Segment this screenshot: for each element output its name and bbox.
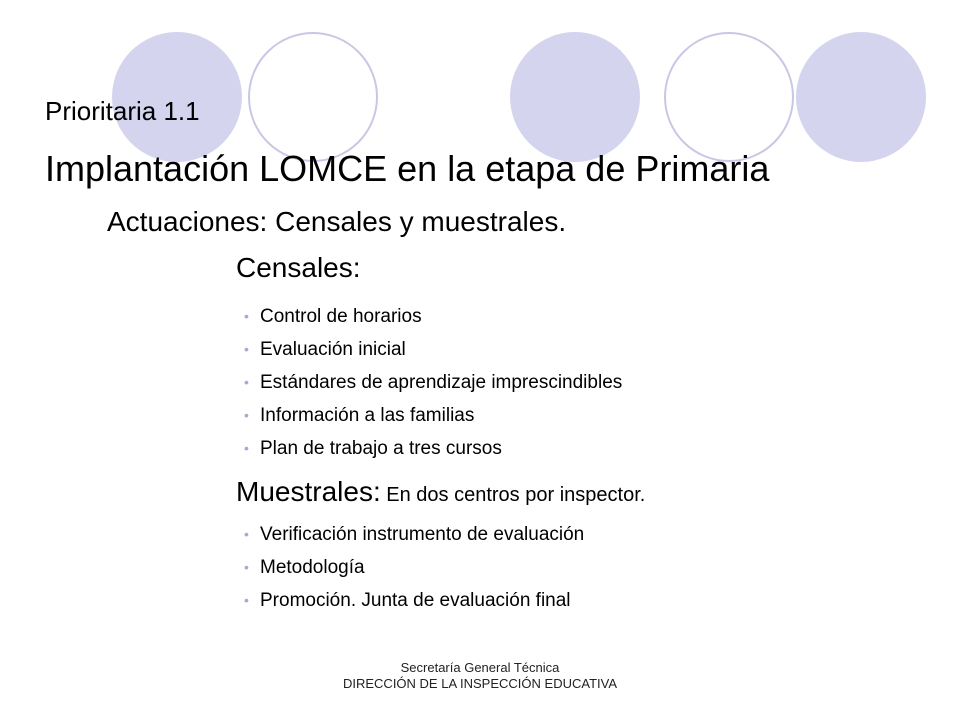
list-item xyxy=(244,551,584,584)
slide-title: Implantación LOMCE en la etapa de Primaria xyxy=(45,148,770,189)
list-item-text: Promoción. Junta de evaluación final xyxy=(260,589,571,611)
footer-line-1: Secretaría General Técnica xyxy=(400,660,560,675)
list-item xyxy=(244,399,622,432)
bullet-icon: • xyxy=(244,558,249,575)
deco-circle-5 xyxy=(796,32,926,162)
muestrales-note: En dos centros por inspector. xyxy=(380,484,646,506)
bullet-icon: • xyxy=(244,406,249,423)
slide-footer xyxy=(0,660,960,692)
footer-line-2: DIRECCIÓN DE LA INSPECCIÓN EDUCATIVA xyxy=(342,676,617,691)
list-item xyxy=(244,300,622,333)
deco-circle-4 xyxy=(664,32,794,162)
actuaciones-heading: Actuaciones: Censales y muestrales. xyxy=(107,206,567,237)
bullet-icon: • xyxy=(244,591,249,608)
list-item-text: Verificación instrumento de evaluación xyxy=(260,523,585,545)
list-item xyxy=(244,518,584,551)
deco-circle-2 xyxy=(248,32,378,162)
list-item-text: Plan de trabajo a tres cursos xyxy=(260,437,502,459)
list-item-text: Evaluación inicial xyxy=(260,338,406,360)
censales-list xyxy=(244,300,622,465)
censales-heading xyxy=(236,252,361,284)
list-item xyxy=(244,432,622,465)
bullet-icon: • xyxy=(244,307,249,324)
censales-heading-text: Censales: xyxy=(236,252,361,283)
bullet-icon: • xyxy=(244,525,249,542)
muestrales-heading xyxy=(236,476,645,508)
list-item-text: Metodología xyxy=(260,556,365,578)
list-item-text: Información a las familias xyxy=(260,404,475,426)
list-item xyxy=(244,366,622,399)
list-item xyxy=(244,584,584,617)
muestrales-list xyxy=(244,518,584,617)
bullet-icon: • xyxy=(244,340,249,357)
slide-subtitle: Prioritaria 1.1 xyxy=(45,96,200,126)
bullet-icon: • xyxy=(244,373,249,390)
list-item-text: Control de horarios xyxy=(260,305,422,327)
list-item-text: Estándares de aprendizaje imprescindibles xyxy=(260,371,623,393)
decorative-circles xyxy=(0,0,960,160)
muestrales-heading-text: Muestrales: xyxy=(236,476,381,507)
deco-circle-3 xyxy=(510,32,640,162)
bullet-icon: • xyxy=(244,439,249,456)
list-item xyxy=(244,333,622,366)
